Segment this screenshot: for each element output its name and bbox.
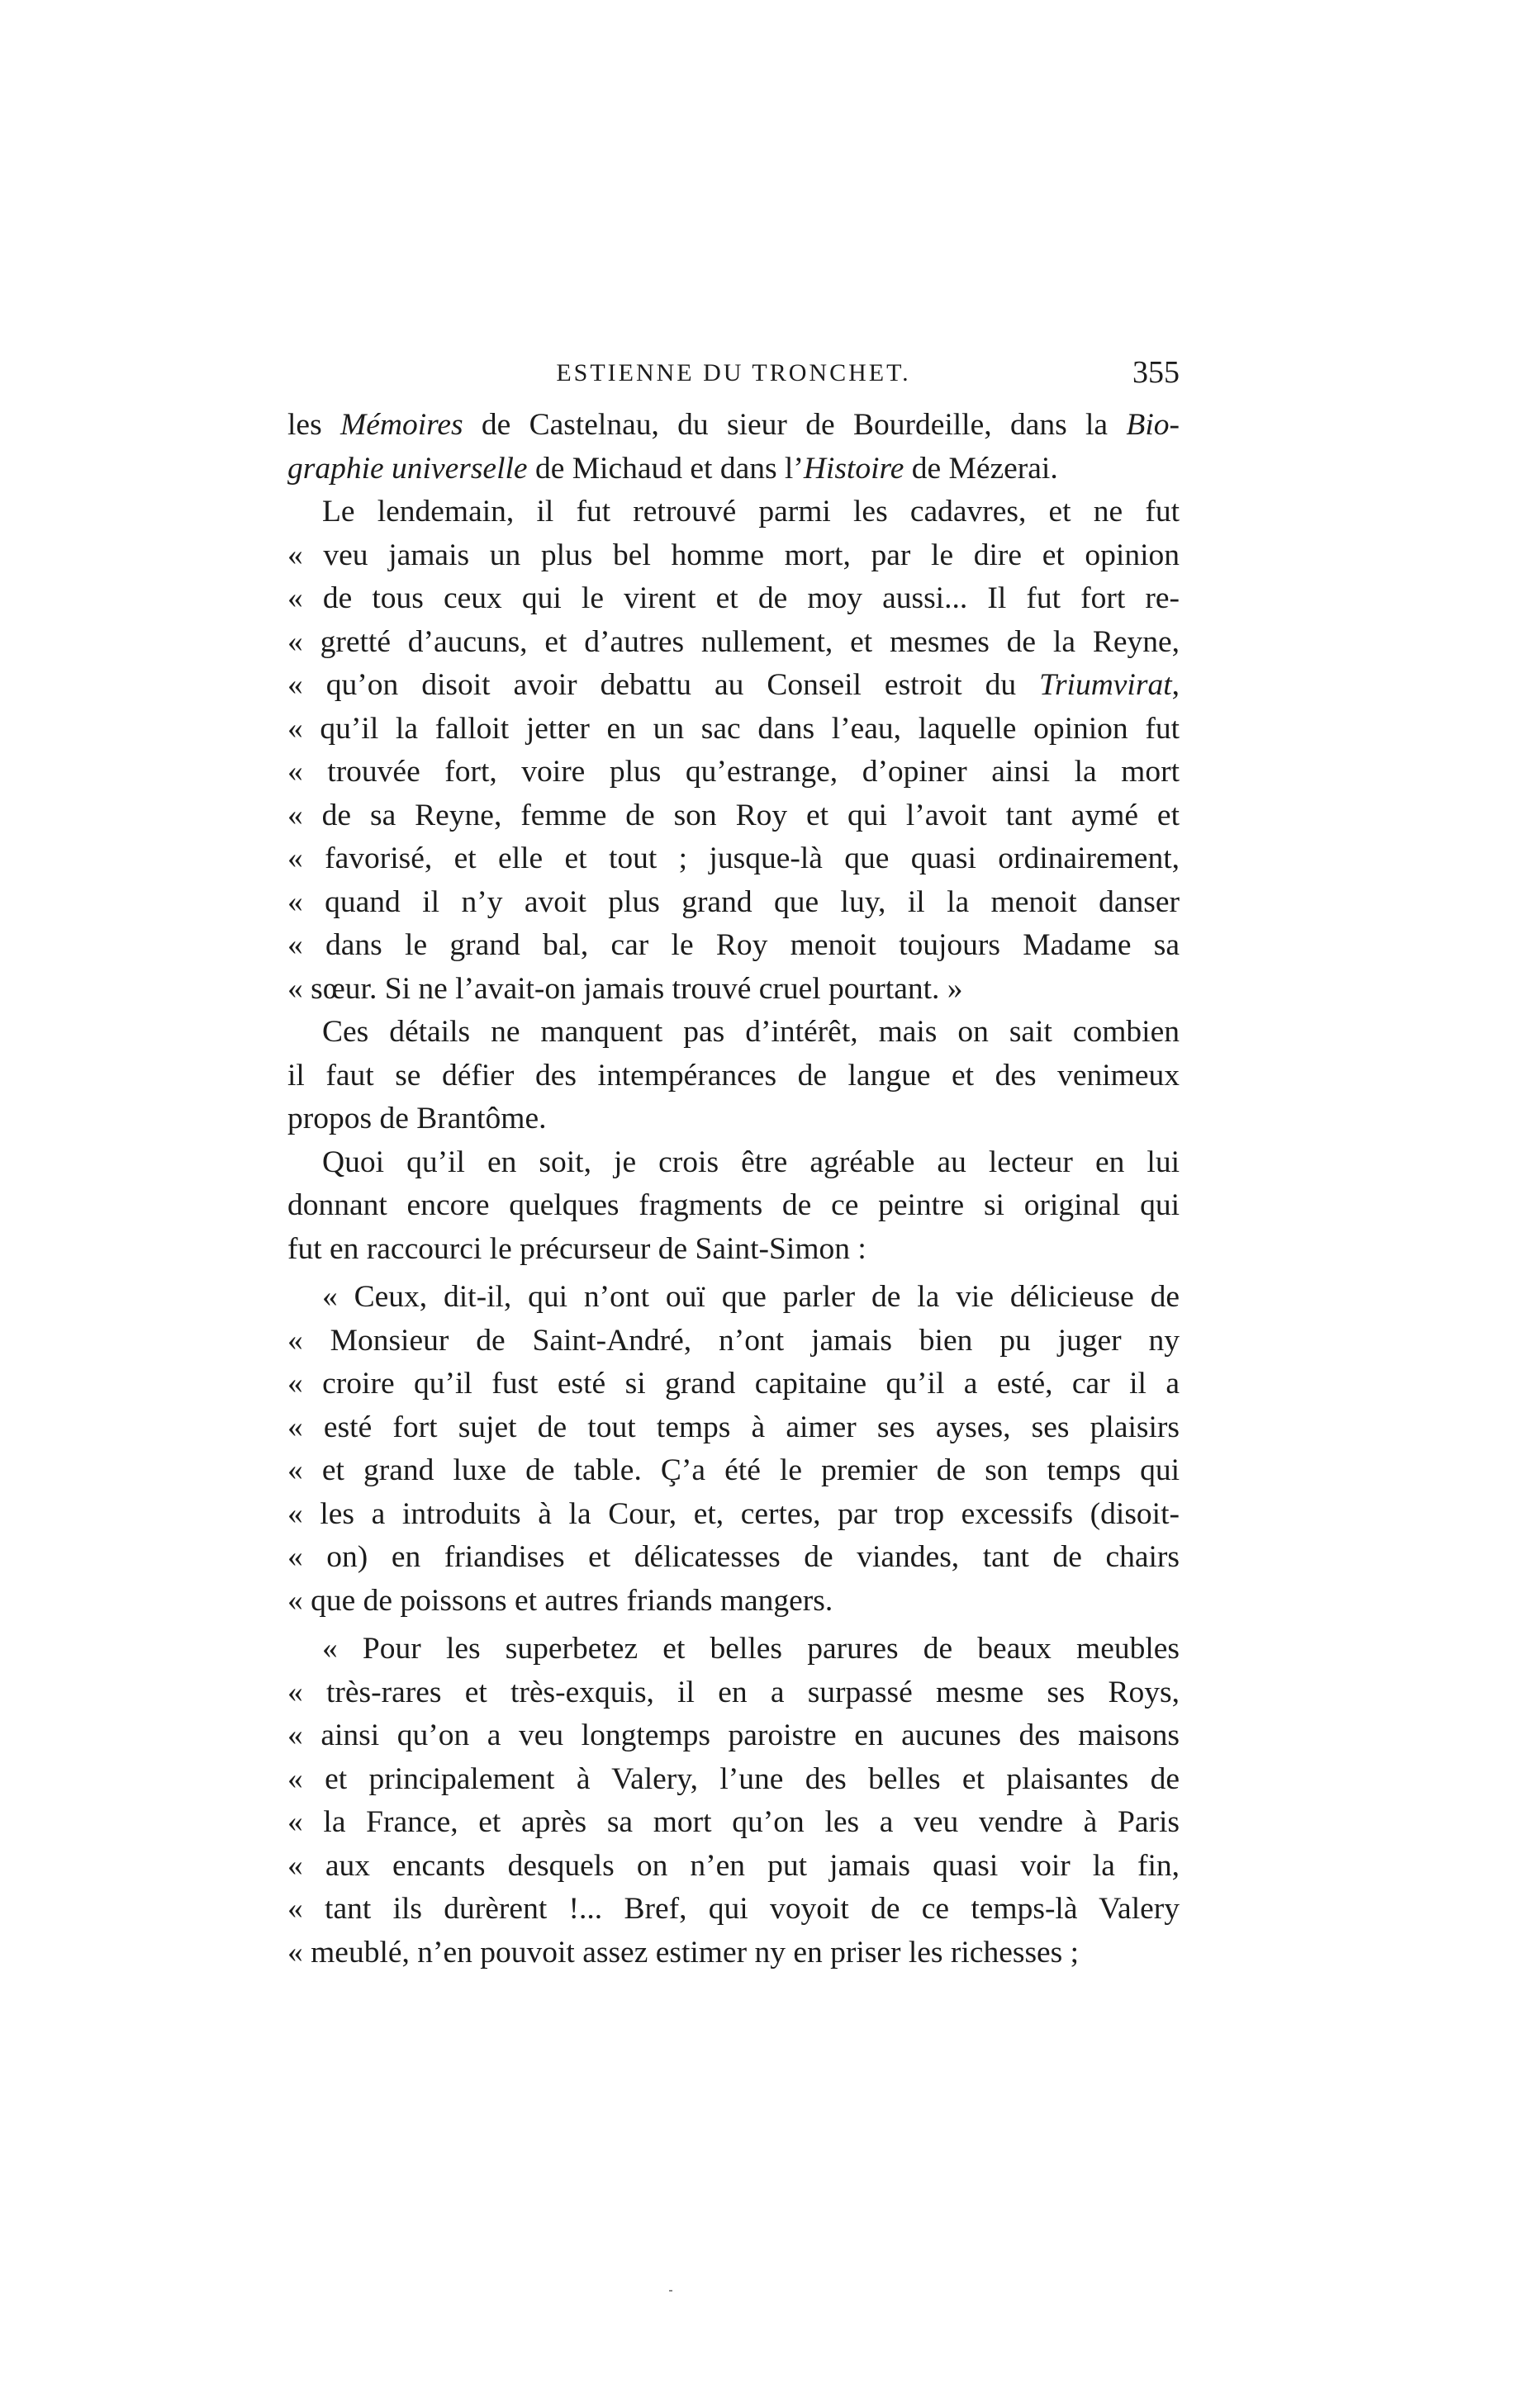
text-run: « Monsieur de Saint-André, n’ont jamais bien pu juger ny xyxy=(287,1323,1180,1358)
text-line xyxy=(287,1406,1180,1450)
text-line xyxy=(287,577,1180,621)
text-run: de Mézerai. xyxy=(904,451,1058,486)
text-run: « tant ils durèrent !... Bref, qui voyoit de ce temps-là Valery xyxy=(287,1892,1180,1926)
text-line xyxy=(287,1932,1180,1975)
text-run: « ainsi qu’on a veu longtemps paroistre en aucunes des maisons xyxy=(287,1718,1180,1752)
text-run: « très-rares et très-exquis, il en a surpassé mesme ses Roys, xyxy=(287,1675,1180,1709)
text-line xyxy=(287,1845,1180,1889)
text-line xyxy=(287,491,1180,534)
text-line xyxy=(287,1055,1180,1098)
text-run: « dans le grand bal, car le Roy menoit toujours Madame sa xyxy=(287,928,1180,962)
text-run: « de sa Reyne, femme de son Roy et qui l’avoit tant aymé et xyxy=(287,798,1180,832)
print-speck xyxy=(669,2290,672,2292)
text-run: de Castelnau, du sieur de Bourdeille, dans la xyxy=(463,408,1127,442)
italic-text: Mémoires xyxy=(339,408,463,442)
text-line xyxy=(287,1671,1180,1715)
text-line xyxy=(287,1580,1180,1624)
text-line xyxy=(287,837,1180,881)
italic-text: Histoire xyxy=(803,451,904,486)
text-run: « qu’il la falloit jetter en un sac dans l’eau, laquelle opinion fut xyxy=(287,711,1180,746)
text-run: fut en raccourci le précurseur de Saint-Simon : xyxy=(287,1231,866,1266)
paragraph xyxy=(287,1011,1180,1141)
text-line xyxy=(287,1097,1180,1141)
text-run: Le lendemain, il fut retrouvé parmi les cadavres, et ne fut xyxy=(322,495,1180,529)
text-run: « on) en friandises et délicatesses de viandes, tant de chairs xyxy=(287,1540,1180,1574)
text-run: « les a introduits à la Cour, et, certes, par trop excessifs (disoit- xyxy=(287,1496,1180,1531)
text-line xyxy=(287,1801,1180,1845)
text-line xyxy=(287,448,1180,491)
text-run: « Ceux, dit-il, qui n’ont ouï que parler de la vie délicieuse de xyxy=(322,1280,1180,1314)
paragraph xyxy=(287,1141,1180,1272)
text-run: donnant encore quelques fragments de ce peintre si original qui xyxy=(287,1188,1180,1222)
running-title: ESTIENNE DU TRONCHET. xyxy=(556,359,911,386)
italic-text: graphie universelle xyxy=(287,451,528,486)
paragraph xyxy=(287,404,1180,491)
text-line xyxy=(287,1888,1180,1932)
text-run: , xyxy=(1171,668,1180,702)
body-text xyxy=(287,404,1180,1974)
text-line xyxy=(287,1363,1180,1406)
text-run: « qu’on disoit avoir debattu au Conseil estroit du xyxy=(287,668,1040,702)
text-run: il faut se défier des intempérances de langue et des venimeux xyxy=(287,1058,1180,1093)
running-header xyxy=(287,351,1180,401)
text-line xyxy=(287,1628,1180,1671)
text-run: « veu jamais un plus bel homme mort, par le dire et opinion xyxy=(287,538,1180,572)
text-run: Ces détails ne manquent pas d’intérêt, mais on sait combien xyxy=(322,1015,1180,1049)
text-run: « la France, et après sa mort qu’on les a veu vendre à Paris xyxy=(287,1805,1180,1839)
text-run: « gretté d’aucuns, et d’autres nullement, et mesmes de la Reyne, xyxy=(287,624,1180,659)
text-line xyxy=(287,1449,1180,1493)
text-run: « croire qu’il fust esté si grand capitaine qu’il a esté, car il a xyxy=(287,1367,1180,1401)
text-run: « meublé, n’en pouvoit assez estimer ny en priser les richesses ; xyxy=(287,1935,1080,1970)
text-line xyxy=(287,1276,1180,1320)
text-run: « trouvée fort, voire plus qu’estrange, d’opiner ainsi la mort xyxy=(287,755,1180,789)
text-line xyxy=(287,924,1180,968)
text-line xyxy=(287,621,1180,665)
text-run: propos de Brantôme. xyxy=(287,1102,547,1135)
text-line xyxy=(287,1493,1180,1537)
text-run: « esté fort sujet de tout temps à aimer ses ayses, ses plaisirs xyxy=(287,1410,1180,1444)
text-line xyxy=(287,1536,1180,1580)
text-run: les xyxy=(287,408,340,442)
text-line xyxy=(287,664,1180,708)
text-line xyxy=(287,1320,1180,1363)
text-run: de Michaud et dans l’ xyxy=(527,451,804,486)
text-line xyxy=(287,1011,1180,1055)
text-run: « que de poissons et autres friands mangers. xyxy=(287,1583,833,1618)
text-line xyxy=(287,708,1180,751)
text-line xyxy=(287,794,1180,838)
text-line xyxy=(287,534,1180,578)
italic-text: Triumvirat xyxy=(1039,668,1172,702)
text-run: « favorisé, et elle et tout ; jusque-là que quasi ordinairement, xyxy=(287,841,1180,875)
text-run: « sœur. Si ne l’avait-on jamais trouvé cruel pourtant. » xyxy=(287,971,963,1006)
text-line xyxy=(287,404,1180,448)
italic-text: Bio- xyxy=(1126,408,1180,442)
text-run: « Pour les superbetez et belles parures de beaux meubles xyxy=(322,1632,1180,1666)
text-line xyxy=(287,1758,1180,1802)
text-run: « et principalement à Valery, l’une des belles et plaisantes de xyxy=(287,1761,1180,1796)
text-line xyxy=(287,1141,1180,1185)
text-line xyxy=(287,1184,1180,1228)
text-line xyxy=(287,881,1180,925)
text-run: « aux encants desquels on n’en put jamais quasi voir la fin, xyxy=(287,1848,1180,1883)
text-line xyxy=(287,751,1180,794)
paragraph xyxy=(287,491,1180,1011)
text-line xyxy=(287,1228,1180,1272)
text-run: « et grand luxe de table. Ç’a été le premier de son temps qui xyxy=(287,1453,1180,1487)
text-run: Quoi qu’il en soit, je crois être agréable au lecteur en lui xyxy=(322,1145,1180,1179)
text-line xyxy=(287,968,1180,1012)
page-number: 355 xyxy=(1132,355,1180,390)
book-page xyxy=(287,351,1180,1974)
paragraph xyxy=(287,1276,1180,1623)
paragraph xyxy=(287,1628,1180,1974)
text-line xyxy=(287,1714,1180,1758)
text-run: « de tous ceux qui le virent et de moy aussi... Il fut fort re- xyxy=(287,581,1180,615)
text-run: « quand il n’y avoit plus grand que luy, il la menoit danser xyxy=(287,884,1180,919)
